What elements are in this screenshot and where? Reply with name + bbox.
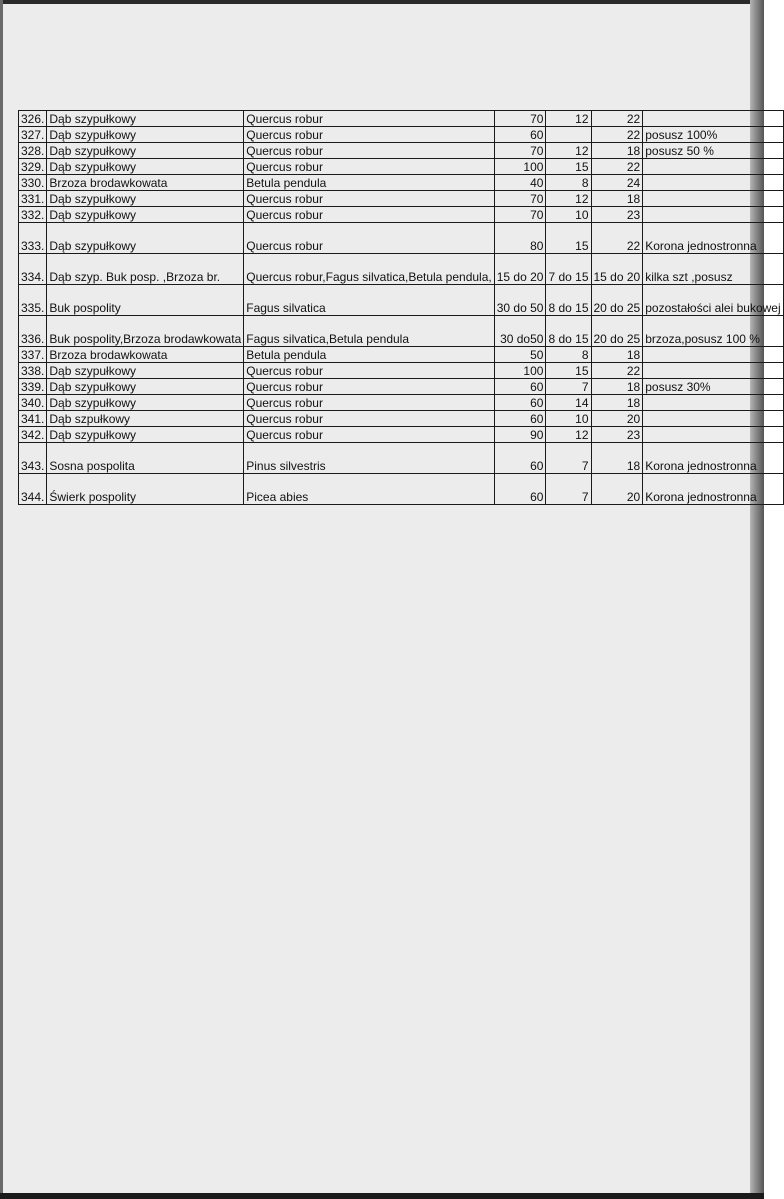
value-c-cell: 22 <box>591 127 643 143</box>
value-b-cell: 15 <box>546 159 591 175</box>
polish-name-cell: Brzoza brodawkowata <box>47 175 244 191</box>
table-row <box>19 474 784 505</box>
remarks-cell <box>643 363 783 379</box>
tree-inventory-table <box>18 110 784 505</box>
polish-name-cell: Dąb szypułkowy <box>47 143 244 159</box>
remarks-cell <box>643 411 783 427</box>
table-row <box>19 443 784 474</box>
value-b-cell: 15 <box>546 363 591 379</box>
latin-name-cell: Quercus robur <box>244 363 494 379</box>
row-number-cell: 342. <box>19 427 47 443</box>
table-row <box>19 427 784 443</box>
row-number-cell: 341. <box>19 411 47 427</box>
value-a-cell: 40 <box>494 175 546 191</box>
table-row <box>19 254 784 285</box>
row-number-cell: 344. <box>19 474 47 505</box>
table-row <box>19 316 784 347</box>
table-row <box>19 143 784 159</box>
value-c-cell: 20 <box>591 411 643 427</box>
scan-bottom-edge <box>0 1193 764 1199</box>
value-b-cell <box>546 127 591 143</box>
value-a-cell: 80 <box>494 223 546 254</box>
value-a-cell: 60 <box>494 395 546 411</box>
row-number-cell: 326. <box>19 111 47 127</box>
latin-name-cell: Betula pendula <box>244 175 494 191</box>
value-c-cell: 18 <box>591 443 643 474</box>
table-row <box>19 159 784 175</box>
polish-name-cell: Dąb szypułkowy <box>47 207 244 223</box>
value-c-cell: 24 <box>591 175 643 191</box>
value-b-cell: 8 do 15 <box>546 285 591 316</box>
table-row <box>19 411 784 427</box>
scan-left-edge <box>0 0 3 1199</box>
row-number-cell: 339. <box>19 379 47 395</box>
remarks-cell <box>643 159 783 175</box>
value-c-cell: 23 <box>591 207 643 223</box>
value-a-cell: 50 <box>494 347 546 363</box>
latin-name-cell: Fagus silvatica <box>244 285 494 316</box>
value-c-cell: 18 <box>591 191 643 207</box>
value-b-cell: 7 <box>546 474 591 505</box>
scan-top-edge <box>0 0 764 4</box>
row-number-cell: 343. <box>19 443 47 474</box>
row-number-cell: 332. <box>19 207 47 223</box>
value-c-cell: 22 <box>591 159 643 175</box>
value-a-cell: 100 <box>494 363 546 379</box>
value-b-cell: 12 <box>546 143 591 159</box>
latin-name-cell: Quercus robur <box>244 127 494 143</box>
value-a-cell: 60 <box>494 379 546 395</box>
value-c-cell: 22 <box>591 223 643 254</box>
latin-name-cell: Quercus robur <box>244 223 494 254</box>
polish-name-cell: Dąb szypułkowy <box>47 111 244 127</box>
polish-name-cell: Dąb szypułkowy <box>47 395 244 411</box>
row-number-cell: 336. <box>19 316 47 347</box>
polish-name-cell: Dąb szypułkowy <box>47 127 244 143</box>
value-b-cell: 7 do 15 <box>546 254 591 285</box>
value-c-cell: 18 <box>591 395 643 411</box>
value-c-cell: 20 <box>591 474 643 505</box>
remarks-cell: kilka szt ,posusz <box>643 254 783 285</box>
polish-name-cell: Buk pospolity <box>47 285 244 316</box>
row-number-cell: 333. <box>19 223 47 254</box>
value-b-cell: 8 <box>546 347 591 363</box>
latin-name-cell: Pinus silvestris <box>244 443 494 474</box>
value-a-cell: 70 <box>494 207 546 223</box>
latin-name-cell: Betula pendula <box>244 347 494 363</box>
value-b-cell: 8 do 15 <box>546 316 591 347</box>
polish-name-cell: Dąb szypułkowy <box>47 223 244 254</box>
remarks-cell <box>643 347 783 363</box>
table-body <box>19 111 784 505</box>
latin-name-cell: Quercus robur,Fagus silvatica,Betula pendula, <box>244 254 494 285</box>
value-b-cell: 12 <box>546 427 591 443</box>
value-a-cell: 60 <box>494 127 546 143</box>
table-row <box>19 191 784 207</box>
value-c-cell: 18 <box>591 379 643 395</box>
value-c-cell: 20 do 25 <box>591 285 643 316</box>
remarks-cell: posusz 100% <box>643 127 783 143</box>
value-a-cell: 100 <box>494 159 546 175</box>
value-a-cell: 15 do 20 <box>494 254 546 285</box>
remarks-cell: posusz 30% <box>643 379 783 395</box>
remarks-cell <box>643 191 783 207</box>
latin-name-cell: Quercus robur <box>244 427 494 443</box>
value-a-cell: 30 do 50 <box>494 285 546 316</box>
value-a-cell: 60 <box>494 411 546 427</box>
polish-name-cell: Dąb szypułkowy <box>47 363 244 379</box>
value-a-cell: 70 <box>494 111 546 127</box>
table-row <box>19 379 784 395</box>
latin-name-cell: Picea abies <box>244 474 494 505</box>
table-row <box>19 363 784 379</box>
value-b-cell: 10 <box>546 411 591 427</box>
remarks-cell: Korona jednostronna <box>643 443 783 474</box>
remarks-cell: pozostałości alei bukowej <box>643 285 783 316</box>
remarks-cell <box>643 111 783 127</box>
latin-name-cell: Quercus robur <box>244 207 494 223</box>
value-a-cell: 60 <box>494 443 546 474</box>
value-b-cell: 15 <box>546 223 591 254</box>
value-c-cell: 23 <box>591 427 643 443</box>
polish-name-cell: Brzoza brodawkowata <box>47 347 244 363</box>
table-row <box>19 207 784 223</box>
value-b-cell: 7 <box>546 443 591 474</box>
value-a-cell: 90 <box>494 427 546 443</box>
latin-name-cell: Quercus robur <box>244 111 494 127</box>
row-number-cell: 330. <box>19 175 47 191</box>
remarks-cell: brzoza,posusz 100 % <box>643 316 783 347</box>
remarks-cell: Korona jednostronna <box>643 223 783 254</box>
value-b-cell: 12 <box>546 111 591 127</box>
row-number-cell: 338. <box>19 363 47 379</box>
row-number-cell: 329. <box>19 159 47 175</box>
polish-name-cell: Dąb szpułkowy <box>47 411 244 427</box>
remarks-cell: posusz 50 % <box>643 143 783 159</box>
row-number-cell: 331. <box>19 191 47 207</box>
value-b-cell: 7 <box>546 379 591 395</box>
remarks-cell: Korona jednostronna <box>643 474 783 505</box>
value-a-cell: 70 <box>494 191 546 207</box>
table-row <box>19 223 784 254</box>
table-row <box>19 111 784 127</box>
latin-name-cell: Quercus robur <box>244 379 494 395</box>
latin-name-cell: Quercus robur <box>244 395 494 411</box>
polish-name-cell: Świerk pospolity <box>47 474 244 505</box>
polish-name-cell: Dąb szypułkowy <box>47 191 244 207</box>
latin-name-cell: Quercus robur <box>244 143 494 159</box>
row-number-cell: 328. <box>19 143 47 159</box>
table-row <box>19 395 784 411</box>
latin-name-cell: Quercus robur <box>244 191 494 207</box>
row-number-cell: 340. <box>19 395 47 411</box>
table-row <box>19 285 784 316</box>
polish-name-cell: Sosna pospolita <box>47 443 244 474</box>
remarks-cell <box>643 175 783 191</box>
latin-name-cell: Quercus robur <box>244 159 494 175</box>
value-c-cell: 15 do 20 <box>591 254 643 285</box>
polish-name-cell: Dąb szypułkowy <box>47 379 244 395</box>
row-number-cell: 335. <box>19 285 47 316</box>
value-a-cell: 30 do50 <box>494 316 546 347</box>
table-row <box>19 127 784 143</box>
value-b-cell: 10 <box>546 207 591 223</box>
latin-name-cell: Fagus silvatica,Betula pendula <box>244 316 494 347</box>
value-b-cell: 14 <box>546 395 591 411</box>
remarks-cell <box>643 427 783 443</box>
value-c-cell: 22 <box>591 363 643 379</box>
value-b-cell: 12 <box>546 191 591 207</box>
polish-name-cell: Dąb szyp. Buk posp. ,Brzoza br. <box>47 254 244 285</box>
row-number-cell: 337. <box>19 347 47 363</box>
remarks-cell <box>643 395 783 411</box>
polish-name-cell: Dąb szypułkowy <box>47 427 244 443</box>
table-row <box>19 175 784 191</box>
remarks-cell <box>643 207 783 223</box>
value-a-cell: 60 <box>494 474 546 505</box>
value-b-cell: 8 <box>546 175 591 191</box>
value-c-cell: 22 <box>591 111 643 127</box>
row-number-cell: 327. <box>19 127 47 143</box>
value-c-cell: 18 <box>591 347 643 363</box>
value-a-cell: 70 <box>494 143 546 159</box>
polish-name-cell: Buk pospolity,Brzoza brodawkowata <box>47 316 244 347</box>
table-row <box>19 347 784 363</box>
latin-name-cell: Quercus robur <box>244 411 494 427</box>
row-number-cell: 334. <box>19 254 47 285</box>
polish-name-cell: Dąb szypułkowy <box>47 159 244 175</box>
value-c-cell: 18 <box>591 143 643 159</box>
value-c-cell: 20 do 25 <box>591 316 643 347</box>
